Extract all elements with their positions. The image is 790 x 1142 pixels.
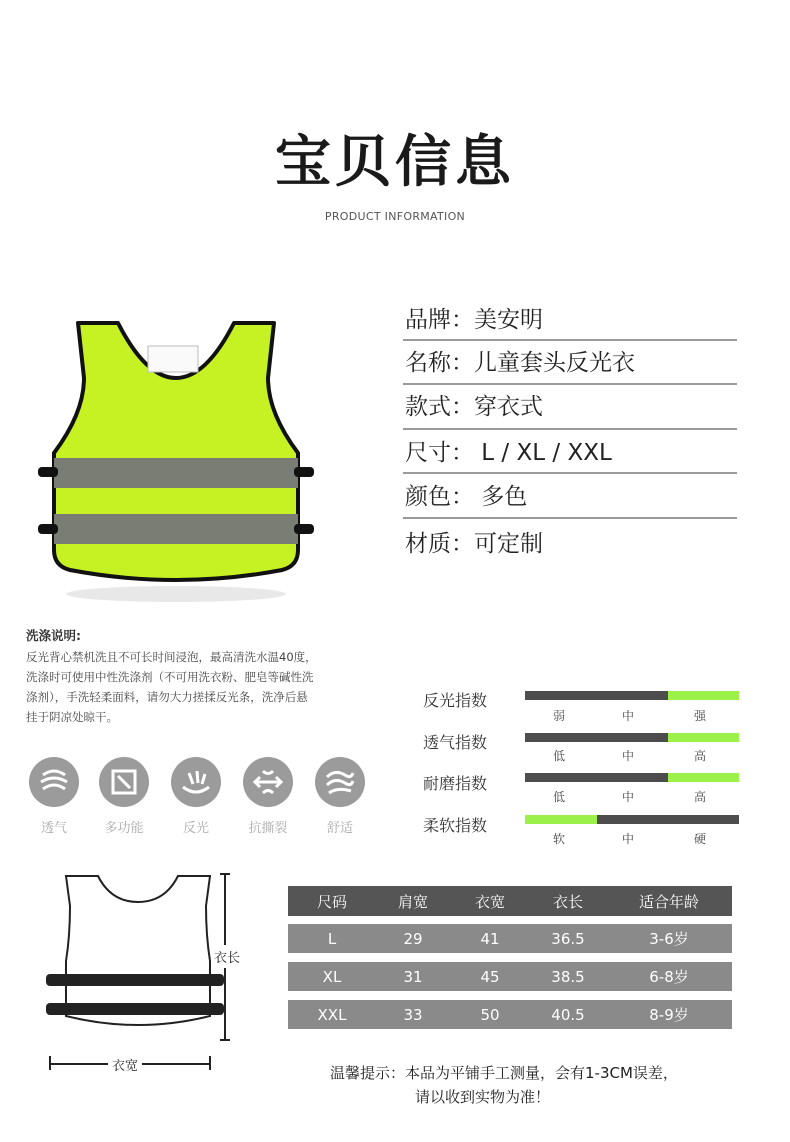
index-tick: 软 bbox=[553, 832, 566, 846]
feature-multifunction: 多功能 bbox=[94, 757, 154, 837]
product-vest-image bbox=[36, 318, 316, 608]
index-bar-wear bbox=[525, 773, 739, 782]
index-tick: 中 bbox=[622, 790, 635, 804]
index-bar-softness bbox=[525, 815, 739, 824]
spec-divider bbox=[403, 383, 737, 385]
spec-brand: 品牌：美安明 bbox=[405, 307, 543, 333]
feature-comfort: 舒适 bbox=[310, 757, 370, 837]
index-tick: 强 bbox=[694, 709, 707, 723]
feature-reflective: 反光 bbox=[166, 757, 226, 837]
washing-title: 洗涤说明: bbox=[26, 628, 81, 643]
tip-line-1: 温馨提示：本品为平铺手工测量，会有1-3CM误差， bbox=[330, 1064, 678, 1082]
index-bar-reflective bbox=[525, 691, 739, 700]
feature-tear-resistant: 抗撕裂 bbox=[238, 757, 298, 837]
index-tick: 硬 bbox=[694, 832, 707, 846]
page-subtitle: PRODUCT INFORMATION bbox=[324, 210, 466, 223]
measurement-diagram bbox=[38, 866, 238, 1071]
spec-divider bbox=[403, 517, 737, 519]
spec-color: 颜色： 多色 bbox=[405, 484, 528, 510]
spec-material: 材质：可定制 bbox=[405, 531, 543, 557]
index-tick: 高 bbox=[694, 749, 707, 763]
spec-divider bbox=[403, 428, 737, 430]
tear-resistant-icon bbox=[243, 757, 293, 807]
washing-text: 反光背心禁机洗且不可长时间浸泡，最高清洗水温40度， 洗涤时可使用中性洗涤剂（不可用洗衣粉、肥皂等碱性洗 涤剂），手洗轻柔面料，请勿大力搓揉反光条，洗净后悬 挂于阴凉处晾干。 bbox=[26, 650, 317, 724]
index-label-wear: 耐磨指数 bbox=[423, 774, 488, 793]
size-table-row: XL 31 45 38.5 6-8岁 bbox=[288, 962, 732, 991]
diagram-length-label: 衣长 bbox=[214, 945, 240, 968]
multifunction-icon bbox=[99, 757, 149, 807]
index-tick: 低 bbox=[553, 790, 566, 804]
index-label-breathable: 透气指数 bbox=[423, 733, 488, 752]
index-tick: 低 bbox=[553, 749, 566, 763]
feature-breathable: 透气 bbox=[24, 757, 84, 837]
index-tick: 中 bbox=[622, 749, 635, 763]
comfort-icon bbox=[315, 757, 365, 807]
size-table-row: L 29 41 36.5 3-6岁 bbox=[288, 924, 732, 953]
spec-style: 款式：穿衣式 bbox=[405, 394, 543, 420]
size-table-header: 尺码 肩宽 衣宽 衣长 适合年龄 bbox=[288, 886, 732, 916]
spec-divider bbox=[403, 472, 737, 474]
index-label-reflective: 反光指数 bbox=[423, 691, 488, 710]
index-tick: 高 bbox=[694, 790, 707, 804]
breathable-icon bbox=[29, 757, 79, 807]
index-tick: 弱 bbox=[553, 709, 566, 723]
tip-line-2: 请以收到实物为准！ bbox=[415, 1088, 551, 1106]
index-tick: 中 bbox=[622, 832, 635, 846]
index-bar-breathable bbox=[525, 733, 739, 742]
reflective-icon bbox=[171, 757, 221, 807]
diagram-width-label: 衣宽 bbox=[108, 1055, 142, 1074]
spec-divider bbox=[403, 339, 737, 341]
index-label-softness: 柔软指数 bbox=[423, 816, 488, 835]
size-table-row: XXL 33 50 40.5 8-9岁 bbox=[288, 1000, 732, 1029]
spec-name: 名称：儿童套头反光衣 bbox=[405, 350, 635, 376]
index-tick: 中 bbox=[622, 709, 635, 723]
spec-size: 尺寸： L / XL / XXL bbox=[405, 440, 612, 466]
page-title: 宝贝信息 bbox=[275, 130, 515, 195]
